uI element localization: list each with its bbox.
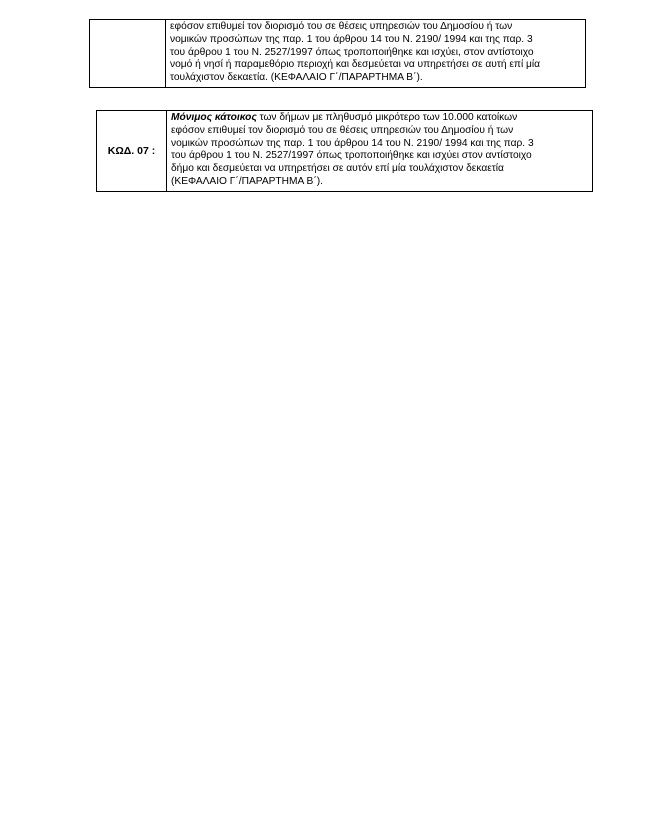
description-line: του άρθρου 1 του Ν. 2527/1997 όπως τροποποιήθηκε και ισχύει, στον αντίστοιχο xyxy=(170,46,534,58)
description-line: του άρθρου 1 του Ν. 2527/1997 όπως τροποποιήθηκε και ισχύει στον αντίστοιχο xyxy=(171,150,532,162)
table-row xyxy=(97,111,593,192)
description-cell xyxy=(167,111,593,192)
code-label: ΚΩΔ. 07 : xyxy=(97,111,167,192)
continued-table xyxy=(89,19,586,88)
description-line: εφόσον επιθυμεί τον διορισμό του σε θέσεις υπηρεσιών του Δημοσίου ή των xyxy=(170,21,513,32)
description-line: τουλάχιστον δεκαετία. (ΚΕΦΑΛΑΙΟ Γ΄/ΠΑΡΑΡΤΗΜΑ Β΄). xyxy=(170,72,423,84)
description-line: δήμο και δεσμεύεται να υπηρετήσει σε αυτόν επί μία τουλάχιστον δεκαετία xyxy=(171,163,504,175)
description-first-line xyxy=(171,112,590,125)
description-line: (ΚΕΦΑΛΑΙΟ Γ΄/ΠΑΡΑΡΤΗΜΑ Β΄). xyxy=(171,175,323,187)
code-cell-empty xyxy=(90,20,166,88)
description-line: νομό ή νησί ή παραμεθόριο περιοχή και δεσμεύεται να υπηρετήσει σε αυτή επί μία xyxy=(170,59,541,71)
description-cell xyxy=(166,20,586,88)
emphasis-text: Μόνιμος κάτοικος xyxy=(171,112,257,123)
first-line-rest: των δήμων με πληθυσμό μικρότερο των 10.000 κατοίκων xyxy=(256,112,518,123)
code-07-table xyxy=(96,110,593,192)
description-line: νομικών προσώπων της παρ. 1 του άρθρου 14 του Ν. 2190/ 1994 και της παρ. 3 xyxy=(171,137,534,149)
description-line: νομικών προσώπων της παρ. 1 του άρθρου 14 του Ν. 2190/ 1994 και της παρ. 3 xyxy=(170,33,533,45)
table-row xyxy=(90,20,586,88)
description-line: εφόσον επιθυμεί τον διορισμό του σε θέσεις υπηρεσιών του Δημοσίου ή των xyxy=(171,124,514,136)
